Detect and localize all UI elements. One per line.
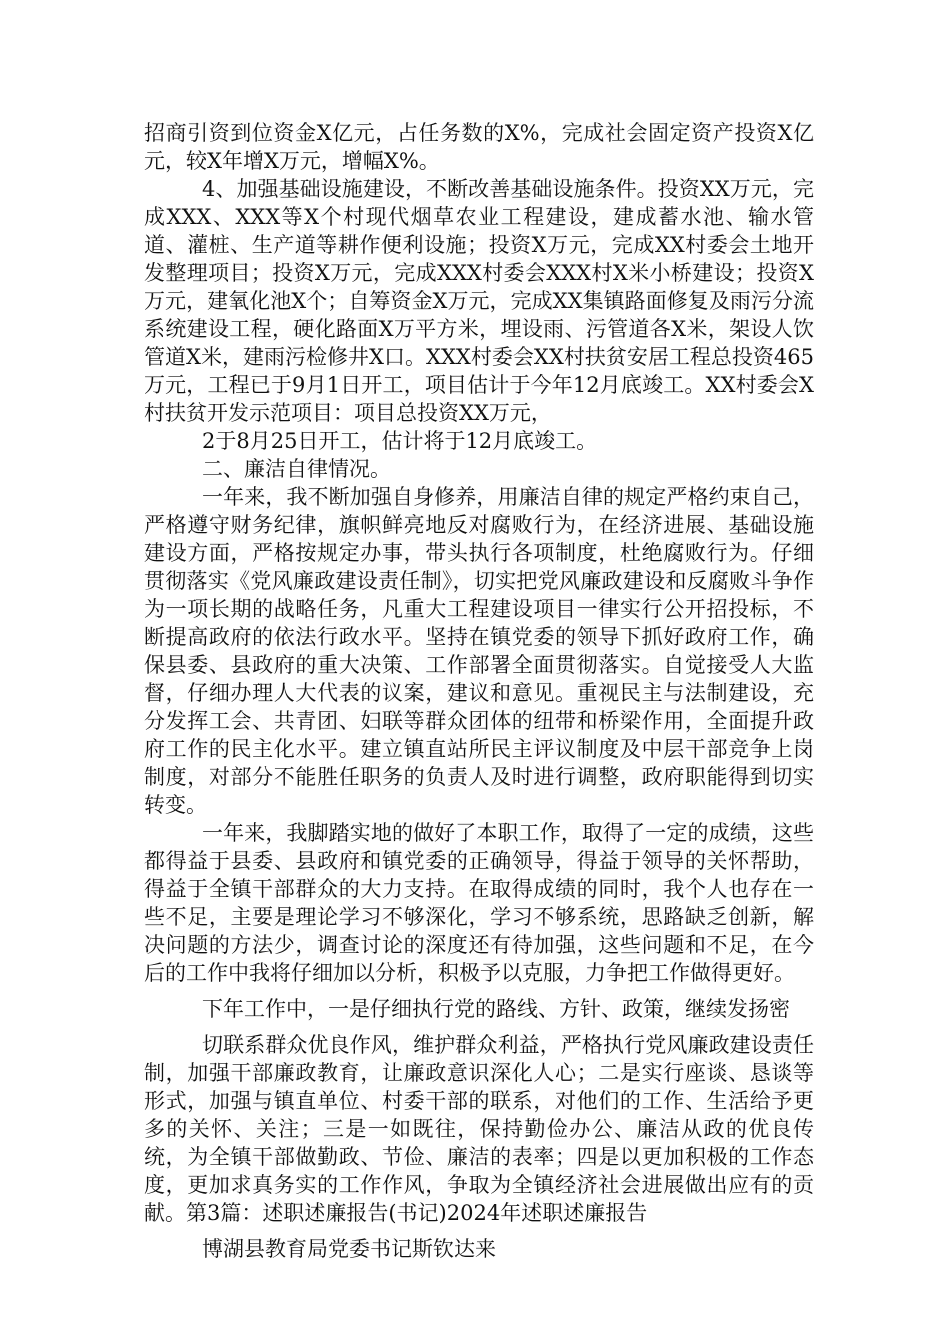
document-body <box>144 119 814 1263</box>
paragraph-self-discipline: 一年来，我不断加强自身修养，用廉洁自律的规定严格约束自己，严格遵守财务纪律，旗帜鲜亮地反对腐败行为，在经济进展、基础设施建设方面，严格按规定办事，带头执行各项制度，杜绝腐败行为。仔细贯彻落实《党风廉政建设责任制》，切实把党风廉政建设和反腐败斗争作为一项长期的战略任务，凡重大工程建设项目一律实行公开招投标，不断提高政府的依法行政水平。坚持在镇党委的领导下抓好政府工作，确保县委、县政府的重大决策、工作部署全面贯彻落实。自觉接受人大监督，仔细办理人大代表的议案，建议和意见。重视民主与法制建设，充分发挥工会、共青团、妇联等群众团体的纽带和桥梁作用，全面提升政府工作的民主化水平。建立镇直站所民主评议制度及中层干部竞争上岗制度，对部分不能胜任职务的负责人及时进行调整，政府职能得到切实转变。 <box>144 485 814 817</box>
paragraph-next-year-plan: 下年工作中，一是仔细执行党的路线、方针、政策，继续发扬密 <box>202 997 790 1021</box>
section-heading-integrity: 二、廉洁自律情况。 <box>202 457 391 481</box>
paragraph-investment-summary: 招商引资到位资金X亿元，占任务数的X%，完成社会固定资产投资X亿元，较X年增X万元，增幅X%。 <box>144 121 814 173</box>
paragraph-achievements: 一年来，我脚踏实地的做好了本职工作，取得了一定的成绩，这些都得益于县委、县政府和镇党委的正确领导，得益于领导的关怀帮助，得益于全镇干部群众的大力支持。在取得成绩的同时，我个人也存在一些不足，主要是理论学习不够深化，学习不够系统，思路缺乏创新，解决问题的方法少，调查讨论的深度还有待加强，这些问题和不足，在今后的工作中我将仔细加以分析，积极予以克服，力争把工作做得更好。 <box>144 821 814 985</box>
paragraph-mass-line: 切联系群众优良作风，维护群众利益，严格执行党风廉政建设责任制，加强干部廉政教育，让廉政意识深化人心；二是实行座谈、恳谈等形式，加强与镇直单位、村委干部的联系，对他们的工作、生活给予更多的关怀、关注；三是一如既往，保持勤俭办公、廉洁从政的优良传统，为全镇干部做勤政、节俭、廉洁的表率；四是以更加积极的工作态度，更加求真务实的工作作风，争取为全镇经济社会进展做出应有的贡献。第3篇：述职述廉报告(书记)2024年述职述廉报告 <box>144 1033 814 1225</box>
paragraph-infrastructure: 4、加强基础设施建设，不断改善基础设施条件。投资XX万元，完成XXX、XXX等X个村现代烟草农业工程建设，建成蓄水池、输水管道、灌桩、生产道等耕作便利设施；投资X万元，完成XX村委会土地开发整理项目；投资X万元，完成XXX村委会XXX村X米小桥建设；投资X万元，建氧化池X个；自筹资金X万元，完成XX集镇路面修复及雨污分流系统建设工程，硬化路面X万平方米，埋设雨、污管道各X米，架设人饮管道X米，建雨污检修井X口。XXX村委会XX村扶贫安居工程总投资465万元，工程已于9月1日开工，项目估计于今年12月底竣工。XX村委会X村扶贫开发示范项目：项目总投资XX万元， <box>144 177 814 425</box>
paragraph-author-signature: 博湖县教育局党委书记斯钦达来 <box>202 1237 496 1261</box>
paragraph-project-start: 2于8月25日开工，估计将于12月底竣工。 <box>202 429 598 453</box>
